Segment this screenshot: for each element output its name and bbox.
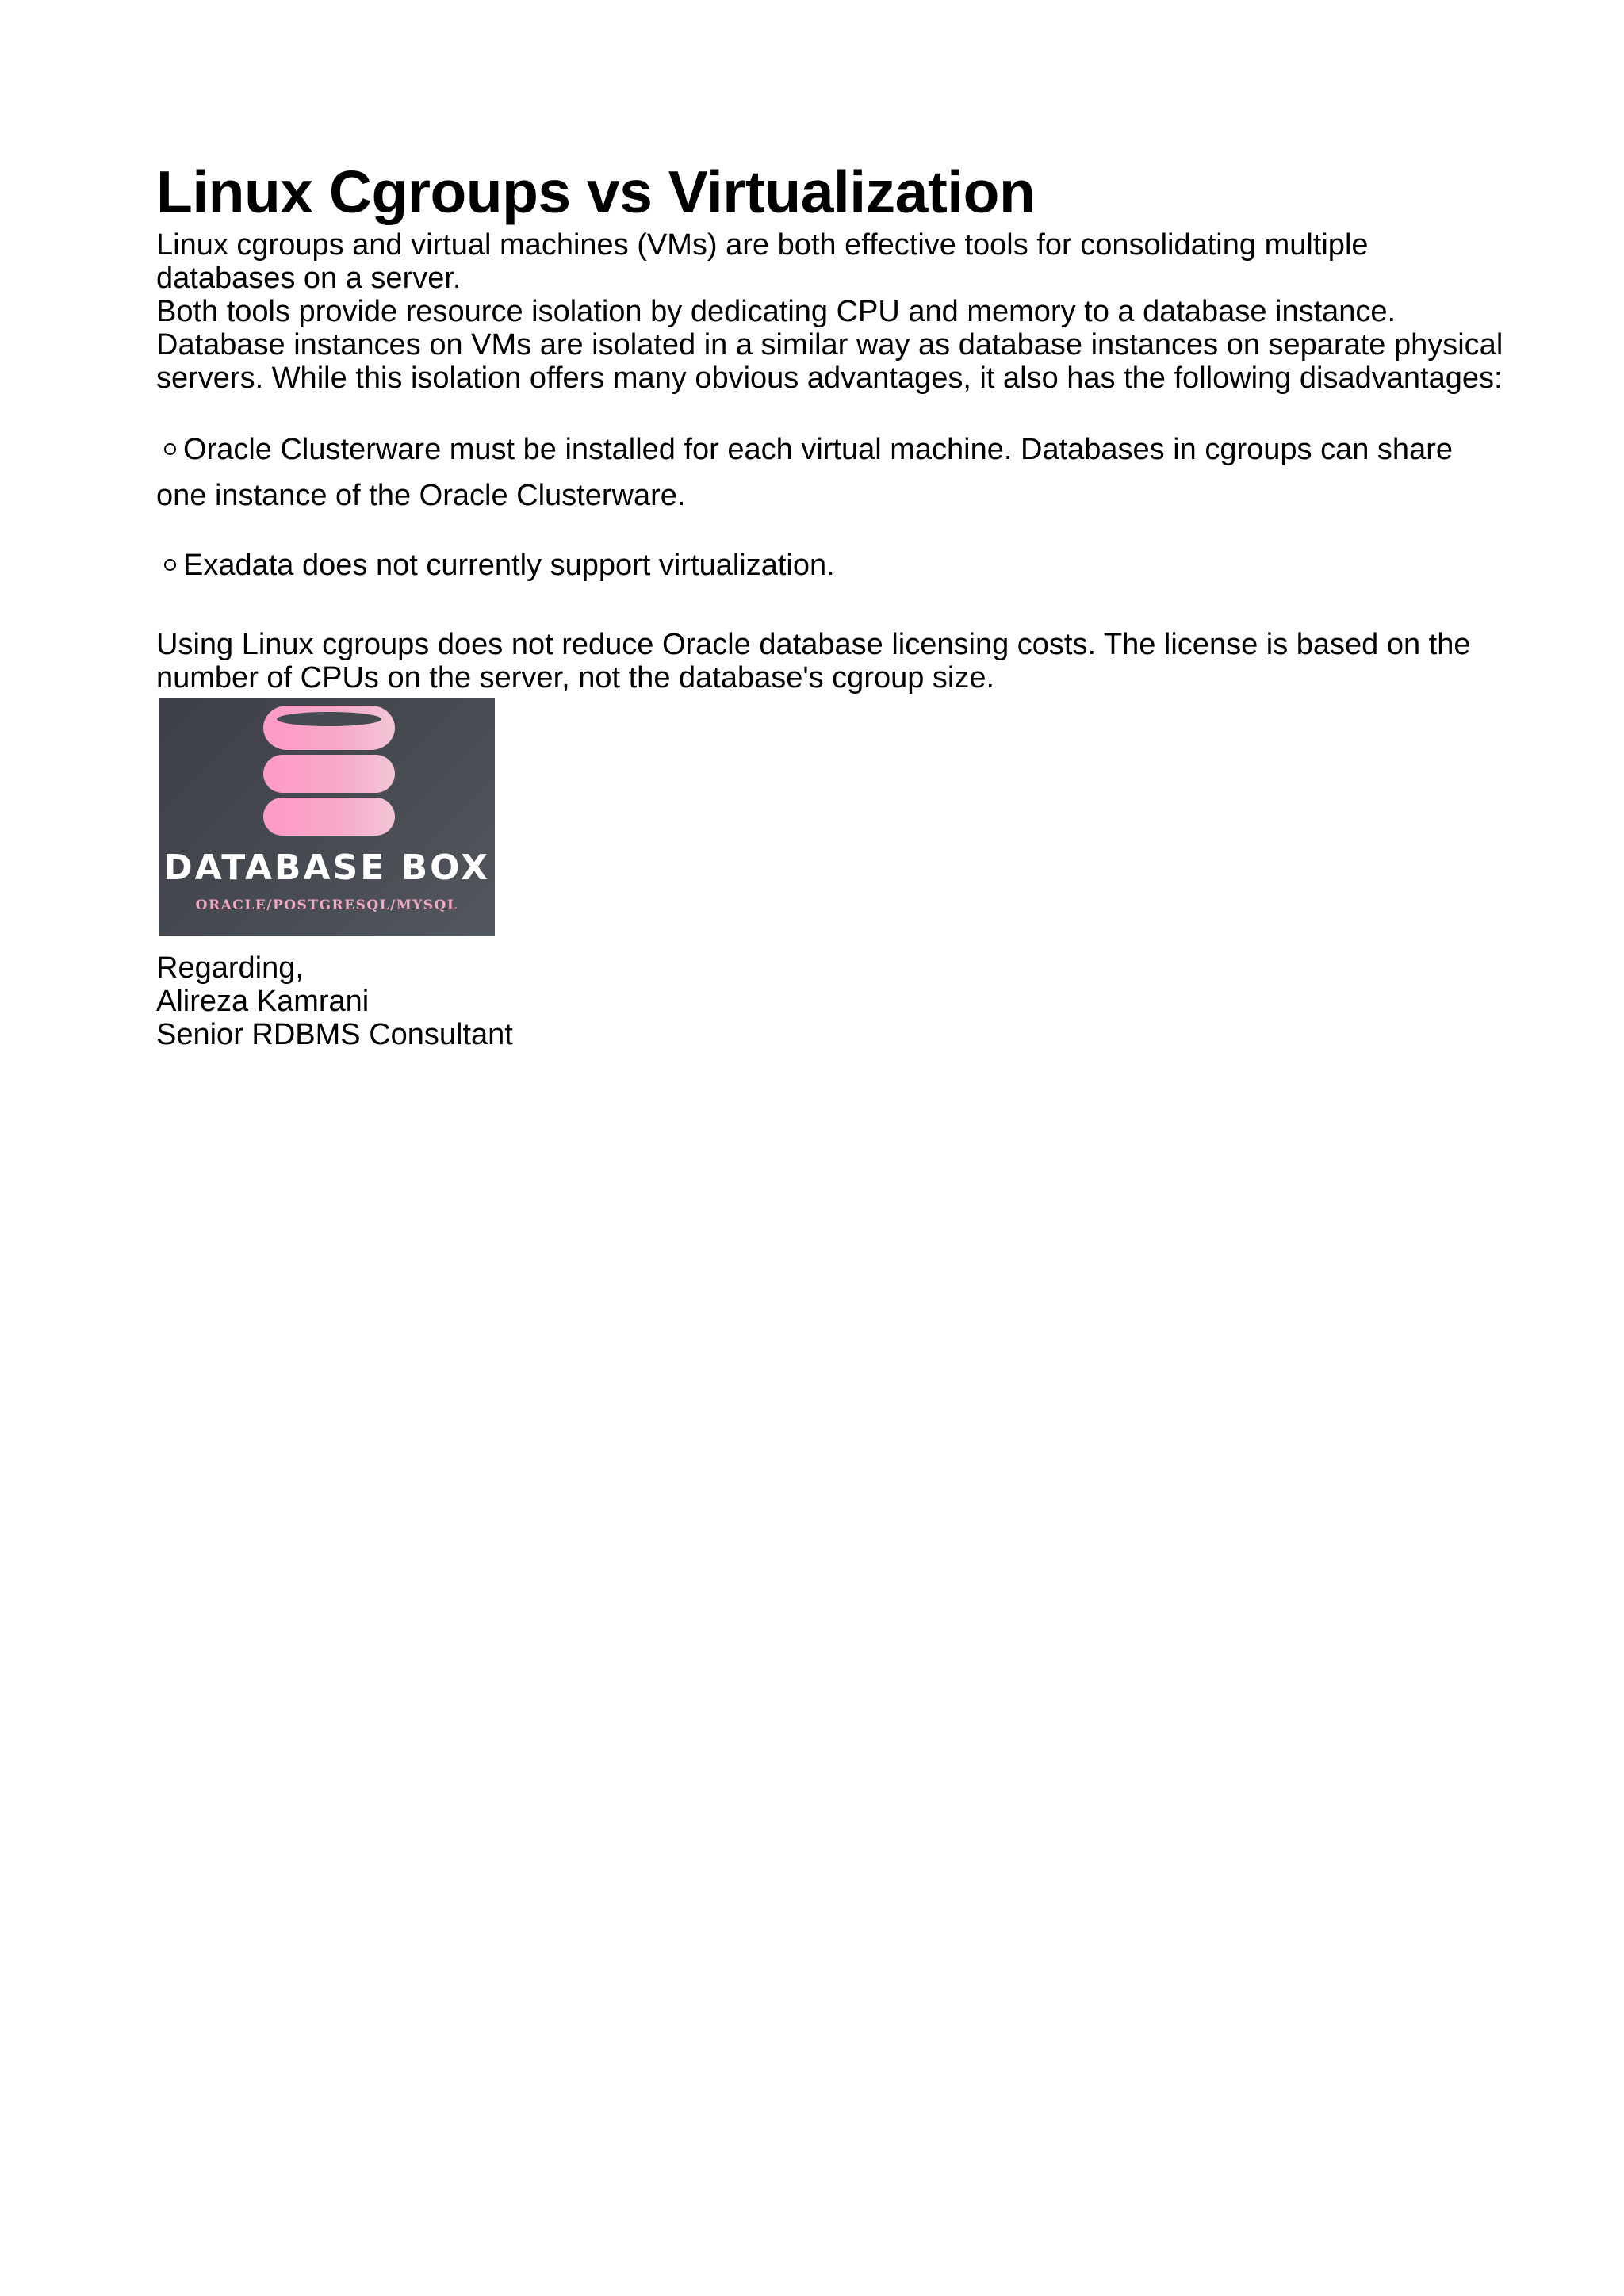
list-item-text: Exadata does not currently support virtualization. xyxy=(183,549,835,582)
disadvantages-list xyxy=(156,427,1504,588)
document-page xyxy=(156,155,1504,1051)
signature-block xyxy=(156,951,1504,1051)
list-item xyxy=(156,542,1504,588)
signature-name: Alireza Kamrani xyxy=(156,985,370,1018)
database-box-logo xyxy=(159,698,495,936)
page-title: Linux Cgroups vs Virtualization xyxy=(156,159,1036,225)
intro-paragraph-1: Linux cgroups and virtual machines (VMs) are both effective tools for consolidating multiple databases on a server. xyxy=(156,228,1369,295)
intro-paragraph-2: Both tools provide resource isolation by dedicating CPU and memory to a database instance. Database instances on VMs are isolated in a similar way as database instances on separate physical servers. While this isolation offers many obvious advantages, it also has the following disadvantages: xyxy=(156,295,1503,395)
hollow-circle-bullet-icon xyxy=(164,443,176,455)
hollow-circle-bullet-icon xyxy=(164,559,176,571)
list-item xyxy=(156,427,1504,519)
list-item-text: Oracle Clusterware must be installed for each virtual machine. Databases in cgroups can share one instance of the Oracle Clusterware. xyxy=(156,433,1453,512)
signature-closing: Regarding, xyxy=(156,951,304,985)
signature-role: Senior RDBMS Consultant xyxy=(156,1018,513,1051)
logo-brand-name: DATABASE BOX xyxy=(163,848,490,888)
licensing-paragraph: Using Linux cgroups does not reduce Oracle database licensing costs. The license is based on the number of CPUs on the server, not the database's cgroup size. xyxy=(156,628,1471,695)
logo-tagline: ORACLE/POSTGRESQL/MYSQL xyxy=(195,897,458,913)
